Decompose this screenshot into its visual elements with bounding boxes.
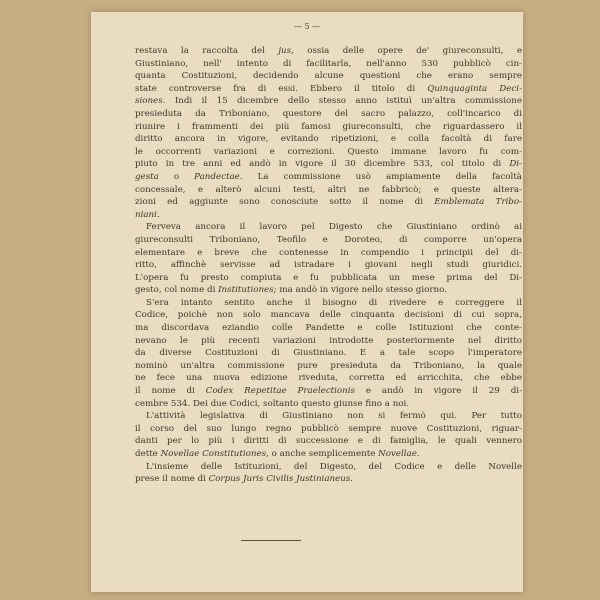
text-line — [135, 360, 522, 373]
text-run: diritto ancora in vigore, evitando ripetizioni, e colla facoltà di fare — [135, 134, 522, 145]
text-run: ma discordava eziandio colle Pandette e colle Istituzioni che conte- — [135, 323, 522, 334]
text-run: state controverse fra di essi. Ebbero il titolo di — [135, 83, 428, 94]
text-line — [135, 146, 522, 159]
text-line — [135, 335, 522, 348]
italic-text: Quinquaginta Deci- — [427, 83, 522, 94]
book-page — [91, 12, 523, 592]
text-run: gesto, col nome di — [135, 285, 219, 296]
text-run: zioni ed aggiunte sono conosciute sotto il nome di — [135, 197, 435, 208]
text-run: . — [156, 209, 160, 220]
text-line — [135, 410, 522, 423]
text-run: giureconsulti Triboniano, Teofilo e Doroteo, di comporre un'opera — [135, 234, 522, 245]
text-run: o — [158, 171, 195, 182]
text-line — [135, 448, 522, 461]
text-run: Codice, poichè non solo mancava delle cinquanta decisioni di cui sopra, — [135, 310, 522, 321]
text-line — [135, 309, 522, 322]
text-run: nominò un'altra commissione pure presieduta da Triboniano, la quale — [135, 360, 522, 371]
text-line — [135, 272, 522, 285]
italic-text: Pandectae — [194, 171, 240, 182]
text-run: Ferveva ancora il lavoro pel Digesto che Giustiniano ordinò ai — [146, 222, 522, 233]
text-line — [135, 398, 522, 411]
text-run: il nome di — [135, 386, 206, 397]
italic-text: Novellae — [378, 449, 417, 459]
text-line — [135, 83, 522, 96]
text-line — [135, 133, 522, 146]
text-line — [135, 284, 522, 297]
text-line — [135, 461, 522, 474]
text-line — [135, 70, 522, 83]
text-run: prese il nome di — [135, 474, 209, 485]
text-run: S'era intanto sentito anche il bisogno di rivedere e correggere il — [146, 297, 522, 308]
paragraph — [135, 45, 522, 221]
italic-text: Institutiones; — [218, 285, 277, 296]
paragraph — [135, 410, 522, 460]
text-line — [135, 45, 522, 58]
text-run: . — [416, 449, 420, 459]
text-run: il corso del suo lungo regno pubblicò sempre nuove Costituzioni, riguar- — [135, 423, 522, 434]
text-run: le occorrenti variazioni e correzioni. Questo immane lavoro fu com- — [135, 146, 522, 157]
text-run: riunire i frammenti dei più famosi giureconsulti, che riguardassero il — [135, 121, 522, 132]
text-run: restava la raccolta del — [135, 46, 279, 56]
text-line — [135, 435, 522, 448]
text-run: . Indi il 15 dicembre dello stesso anno istituì un'altra commissione — [162, 96, 522, 107]
text-line — [135, 209, 522, 222]
text-run: dette — [135, 449, 161, 459]
text-line — [135, 259, 522, 272]
text-run: cembre 534. Dei due Codici, soltanto questo giunse fino a noi. — [135, 398, 410, 409]
text-run: L'attività legislativa di Giustiniano non si fermò qui. Per tutto — [146, 411, 522, 422]
text-line — [135, 247, 522, 260]
text-line — [135, 322, 522, 335]
text-run: quanta Costituzioni, decidendo alcune questioni che erano sempre — [135, 71, 522, 82]
text-run: piuto in tre anni ed andò in vigore il 30 dicembre 533, col titolo di — [135, 159, 510, 170]
text-run: . — [350, 474, 354, 485]
text-line — [135, 372, 522, 385]
text-run: e andò in vigore il 29 di- — [354, 386, 523, 397]
text-run: presieduta da Triboniano, questore del sacro palazzo, coll'incarico di — [135, 108, 522, 119]
paragraph — [135, 297, 522, 410]
text-line — [135, 158, 522, 171]
text-run: L'insieme delle Istituzioni, del Digesto, del Codice e delle Novelle — [146, 461, 522, 472]
italic-text: Corpus Juris Civilis Justinianeus — [208, 474, 351, 485]
italic-text: Codex Repetitae Praelectionis — [205, 386, 355, 397]
text-run: ne fece una nuova edizione riveduta, corretta ed arricchita, che ebbe — [135, 373, 522, 384]
end-rule — [241, 540, 301, 541]
text-run: ritto, affinchè servisse ad istradare i giovani negli studi giuridici. — [135, 260, 522, 271]
text-run: concessale, e alterò alcuni testi, altri ne fabbricò; e queste altera- — [135, 184, 522, 195]
text-line — [135, 108, 522, 121]
italic-text: niani — [135, 209, 157, 220]
text-line — [135, 385, 522, 398]
italic-text: Emblemata Tribo- — [434, 197, 522, 208]
text-line — [135, 58, 522, 71]
text-line — [135, 184, 522, 197]
text-run: da diverse Costituzioni di Giustiniano. E a tale scopo l'imperatore — [135, 348, 522, 359]
italic-text: Novellae Constitutiones — [160, 449, 267, 459]
text-line — [135, 221, 522, 234]
text-line — [135, 196, 522, 209]
text-run: ma andò in vigore nello stesso giorno. — [276, 285, 447, 296]
text-run: . La commissione usò ampiamente della facoltà — [239, 171, 522, 182]
italic-text: jus — [278, 46, 292, 56]
text-line — [135, 347, 522, 360]
text-run: nevano le più recenti variazioni introdotte posteriormente nel diritto — [135, 335, 522, 346]
paragraph — [135, 461, 522, 486]
text-line — [135, 297, 522, 310]
text-run: , ossia delle opere de' giureconsulti, e — [291, 46, 522, 56]
page-number: — 5 — — [293, 22, 321, 31]
body-text — [135, 45, 522, 486]
text-line — [135, 473, 522, 486]
paragraph — [135, 221, 522, 297]
text-line — [135, 234, 522, 247]
text-line — [135, 121, 522, 134]
italic-text: gesta — [135, 171, 159, 182]
text-run: danti per lo più i diritti di successione e di famiglia, le quali vennero — [135, 436, 522, 447]
text-run: elementare e breve che contenesse in compendio i principii del di- — [135, 247, 522, 258]
text-run: , o anche semplicemente — [266, 449, 379, 459]
text-line — [135, 171, 522, 184]
text-line — [135, 95, 522, 108]
text-run: Giustiniano, nell' intento di facilitarla, nell'anno 530 pubblicò cin- — [135, 58, 522, 69]
italic-text: siones — [135, 96, 163, 107]
text-run: L'opera fu presto compiuta e fu pubblicata un mese prima del Di- — [135, 272, 522, 283]
italic-text: Di- — [509, 159, 522, 170]
text-line — [135, 423, 522, 436]
